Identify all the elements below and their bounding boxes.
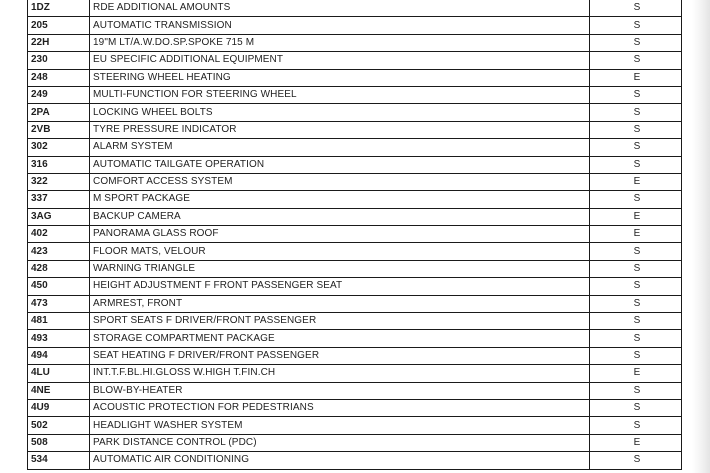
option-status-cell: S [590, 156, 682, 173]
option-status-cell: S [590, 382, 682, 399]
table-row [28, 313, 682, 330]
option-status-cell: E [590, 69, 682, 86]
option-code-cell: 473 [28, 295, 90, 312]
table-row [28, 434, 682, 451]
table-row [28, 0, 682, 17]
table-row [28, 173, 682, 190]
option-status-cell: S [590, 417, 682, 434]
table-row [28, 17, 682, 34]
option-description-cell: PANORAMA GLASS ROOF [90, 226, 590, 243]
page-edge-shadow [692, 0, 710, 473]
option-code-cell: 428 [28, 260, 90, 277]
table-row [28, 139, 682, 156]
option-code-cell: 249 [28, 86, 90, 103]
option-status-cell: S [590, 313, 682, 330]
option-description-cell: ARMREST, FRONT [90, 295, 590, 312]
option-status-cell: S [590, 278, 682, 295]
option-description-cell: INT.T.F.BL.HI.GLOSS W.HIGH T.FIN.CH [90, 365, 590, 382]
option-description-cell: LOCKING WHEEL BOLTS [90, 104, 590, 121]
option-status-cell: S [590, 139, 682, 156]
option-description-cell: COMFORT ACCESS SYSTEM [90, 173, 590, 190]
option-status-cell: S [590, 17, 682, 34]
option-code-cell: 22H [28, 34, 90, 51]
option-code-cell: 205 [28, 17, 90, 34]
table-row [28, 452, 682, 469]
option-description-cell: ACOUSTIC PROTECTION FOR PEDESTRIANS [90, 399, 590, 416]
option-code-cell: 3AG [28, 208, 90, 225]
table-row [28, 295, 682, 312]
option-description-cell: BLOW-BY-HEATER [90, 382, 590, 399]
option-code-cell: 4LU [28, 365, 90, 382]
option-description-cell: FLOOR MATS, VELOUR [90, 243, 590, 260]
option-description-cell: AUTOMATIC TAILGATE OPERATION [90, 156, 590, 173]
option-description-cell: WARNING TRIANGLE [90, 260, 590, 277]
option-code-cell: 230 [28, 52, 90, 69]
table-row [28, 156, 682, 173]
table-row [28, 417, 682, 434]
option-status-cell: E [590, 208, 682, 225]
option-code-cell: 450 [28, 278, 90, 295]
option-code-cell: 1DZ [28, 0, 90, 17]
option-status-cell: S [590, 104, 682, 121]
option-status-cell: S [590, 330, 682, 347]
option-status-cell: S [590, 347, 682, 364]
option-status-cell: E [590, 434, 682, 451]
table-row [28, 330, 682, 347]
table-row [28, 365, 682, 382]
option-description-cell: 19"M LT/A.W.DO.SP.SPOKE 715 M [90, 34, 590, 51]
table-row [28, 69, 682, 86]
option-status-cell: S [590, 52, 682, 69]
table-row [28, 104, 682, 121]
option-status-cell: S [590, 121, 682, 138]
option-description-cell: TYRE PRESSURE INDICATOR [90, 121, 590, 138]
table-row [28, 86, 682, 103]
option-description-cell: MULTI-FUNCTION FOR STEERING WHEEL [90, 86, 590, 103]
table-row [28, 208, 682, 225]
option-status-cell: S [590, 0, 682, 17]
option-status-cell: S [590, 191, 682, 208]
option-description-cell: SPORT SEATS F DRIVER/FRONT PASSENGER [90, 313, 590, 330]
option-description-cell: STEERING WHEEL HEATING [90, 69, 590, 86]
option-description-cell: HEIGHT ADJUSTMENT F FRONT PASSENGER SEAT [90, 278, 590, 295]
option-code-cell: 534 [28, 452, 90, 469]
table-row [28, 399, 682, 416]
options-table-body [28, 0, 682, 469]
table-row [28, 260, 682, 277]
option-description-cell: SEAT HEATING F DRIVER/FRONT PASSENGER [90, 347, 590, 364]
option-status-cell: S [590, 295, 682, 312]
option-code-cell: 4NE [28, 382, 90, 399]
table-row [28, 243, 682, 260]
vehicle-options-table [27, 0, 682, 470]
option-code-cell: 508 [28, 434, 90, 451]
option-status-cell: S [590, 452, 682, 469]
option-code-cell: 402 [28, 226, 90, 243]
option-description-cell: RDE ADDITIONAL AMOUNTS [90, 0, 590, 17]
option-code-cell: 302 [28, 139, 90, 156]
option-description-cell: AUTOMATIC TRANSMISSION [90, 17, 590, 34]
option-status-cell: S [590, 399, 682, 416]
option-code-cell: 494 [28, 347, 90, 364]
option-code-cell: 322 [28, 173, 90, 190]
option-code-cell: 2VB [28, 121, 90, 138]
option-code-cell: 337 [28, 191, 90, 208]
option-code-cell: 481 [28, 313, 90, 330]
option-code-cell: 316 [28, 156, 90, 173]
table-row [28, 382, 682, 399]
option-status-cell: S [590, 243, 682, 260]
option-status-cell: S [590, 86, 682, 103]
option-status-cell: E [590, 173, 682, 190]
option-description-cell: ALARM SYSTEM [90, 139, 590, 156]
option-description-cell: EU SPECIFIC ADDITIONAL EQUIPMENT [90, 52, 590, 69]
table-row [28, 121, 682, 138]
option-status-cell: S [590, 260, 682, 277]
option-code-cell: 2PA [28, 104, 90, 121]
option-status-cell: S [590, 34, 682, 51]
table-row [28, 52, 682, 69]
option-status-cell: E [590, 226, 682, 243]
option-description-cell: BACKUP CAMERA [90, 208, 590, 225]
option-status-cell: E [590, 365, 682, 382]
option-code-cell: 248 [28, 69, 90, 86]
table-row [28, 191, 682, 208]
table-row [28, 34, 682, 51]
option-code-cell: 493 [28, 330, 90, 347]
table-row [28, 278, 682, 295]
option-description-cell: STORAGE COMPARTMENT PACKAGE [90, 330, 590, 347]
table-row [28, 226, 682, 243]
option-code-cell: 502 [28, 417, 90, 434]
option-code-cell: 4U9 [28, 399, 90, 416]
table-row [28, 347, 682, 364]
option-description-cell: M SPORT PACKAGE [90, 191, 590, 208]
option-description-cell: PARK DISTANCE CONTROL (PDC) [90, 434, 590, 451]
option-description-cell: AUTOMATIC AIR CONDITIONING [90, 452, 590, 469]
option-description-cell: HEADLIGHT WASHER SYSTEM [90, 417, 590, 434]
option-code-cell: 423 [28, 243, 90, 260]
